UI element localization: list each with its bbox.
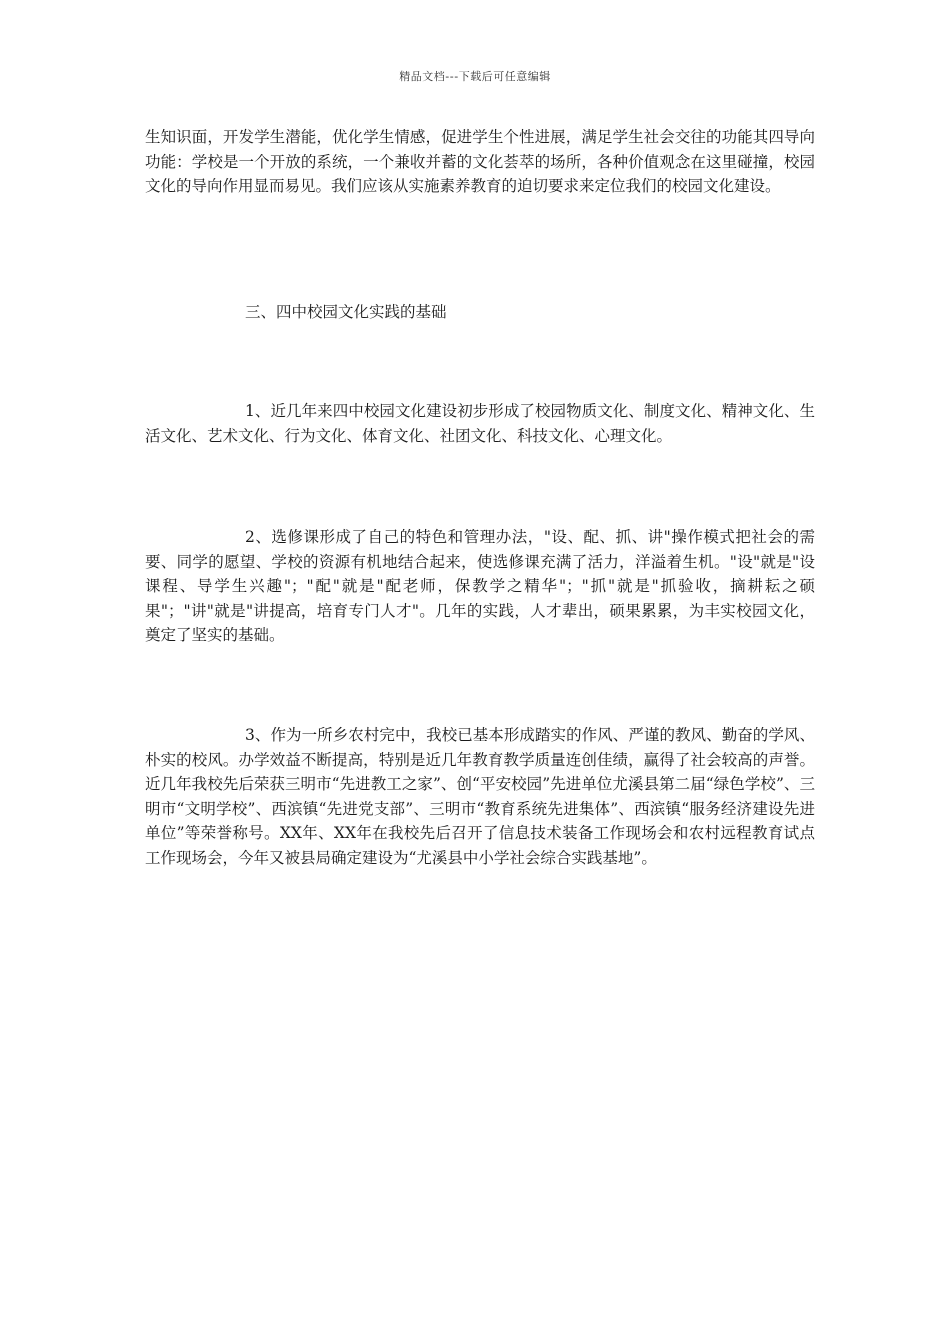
- paragraph-1: 1、近几年来四中校园文化建设初步形成了校园物质文化、制度文化、精神文化、生活文化、艺术文化、行为文化、体育文化、社团文化、科技文化、心理文化。: [145, 402, 815, 445]
- section-heading: 三、四中校园文化实践的基础: [245, 303, 447, 321]
- intro-paragraph: 生知识面，开发学生潜能，优化学生情感，促进学生个性进展，满足学生社会交往的功能其四导向功能：学校是一个开放的系统，一个兼收并蓄的文化荟萃的场所，各种价值观念在这里碰撞，校园文化的导向作用显而易见。我们应该从实施素养教育的迫切要求来定位我们的校园文化建设。: [145, 128, 815, 196]
- paragraph-2: 2、选修课形成了自己的特色和管理办法，"设、配、抓、讲"操作模式把社会的需要、同学的愿望、学校的资源有机地结合起来，使选修课充满了活力，洋溢着生机。"设"就是"设课程、导学生兴趣"；"配"就是"配老师，保教学之精华"；"抓"就是"抓验收，摘耕耘之硕果"；"讲"就是"讲提高，培育专门人才"。几年的实践，人才辈出，硕果累累，为丰实校园文化，奠定了坚实的基础。: [145, 528, 815, 645]
- page-header: 精品文档---下载后可任意编辑: [399, 70, 551, 83]
- paragraph-3: 3、作为一所乡农村完中，我校已基本形成踏实的作风、严谨的教风、勤奋的学风、朴实的校风。办学效益不断提高，特别是近几年教育教学质量连创佳绩，赢得了社会较高的声誉。近几年我校先后荣获三明市“先进教工之家”、创“平安校园”先进单位尤溪县第二届“绿色学校”、三明市“文明学校”、西滨镇“先进党支部”、三明市“教育系统先进集体”、西滨镇“服务经济建设先进单位”等荣誉称号。XX年、XX年在我校先后召开了信息技术装备工作现场会和农村远程教育试点工作现场会，今年又被县局确定建设为“尤溪县中小学社会综合实践基地”。: [145, 726, 815, 867]
